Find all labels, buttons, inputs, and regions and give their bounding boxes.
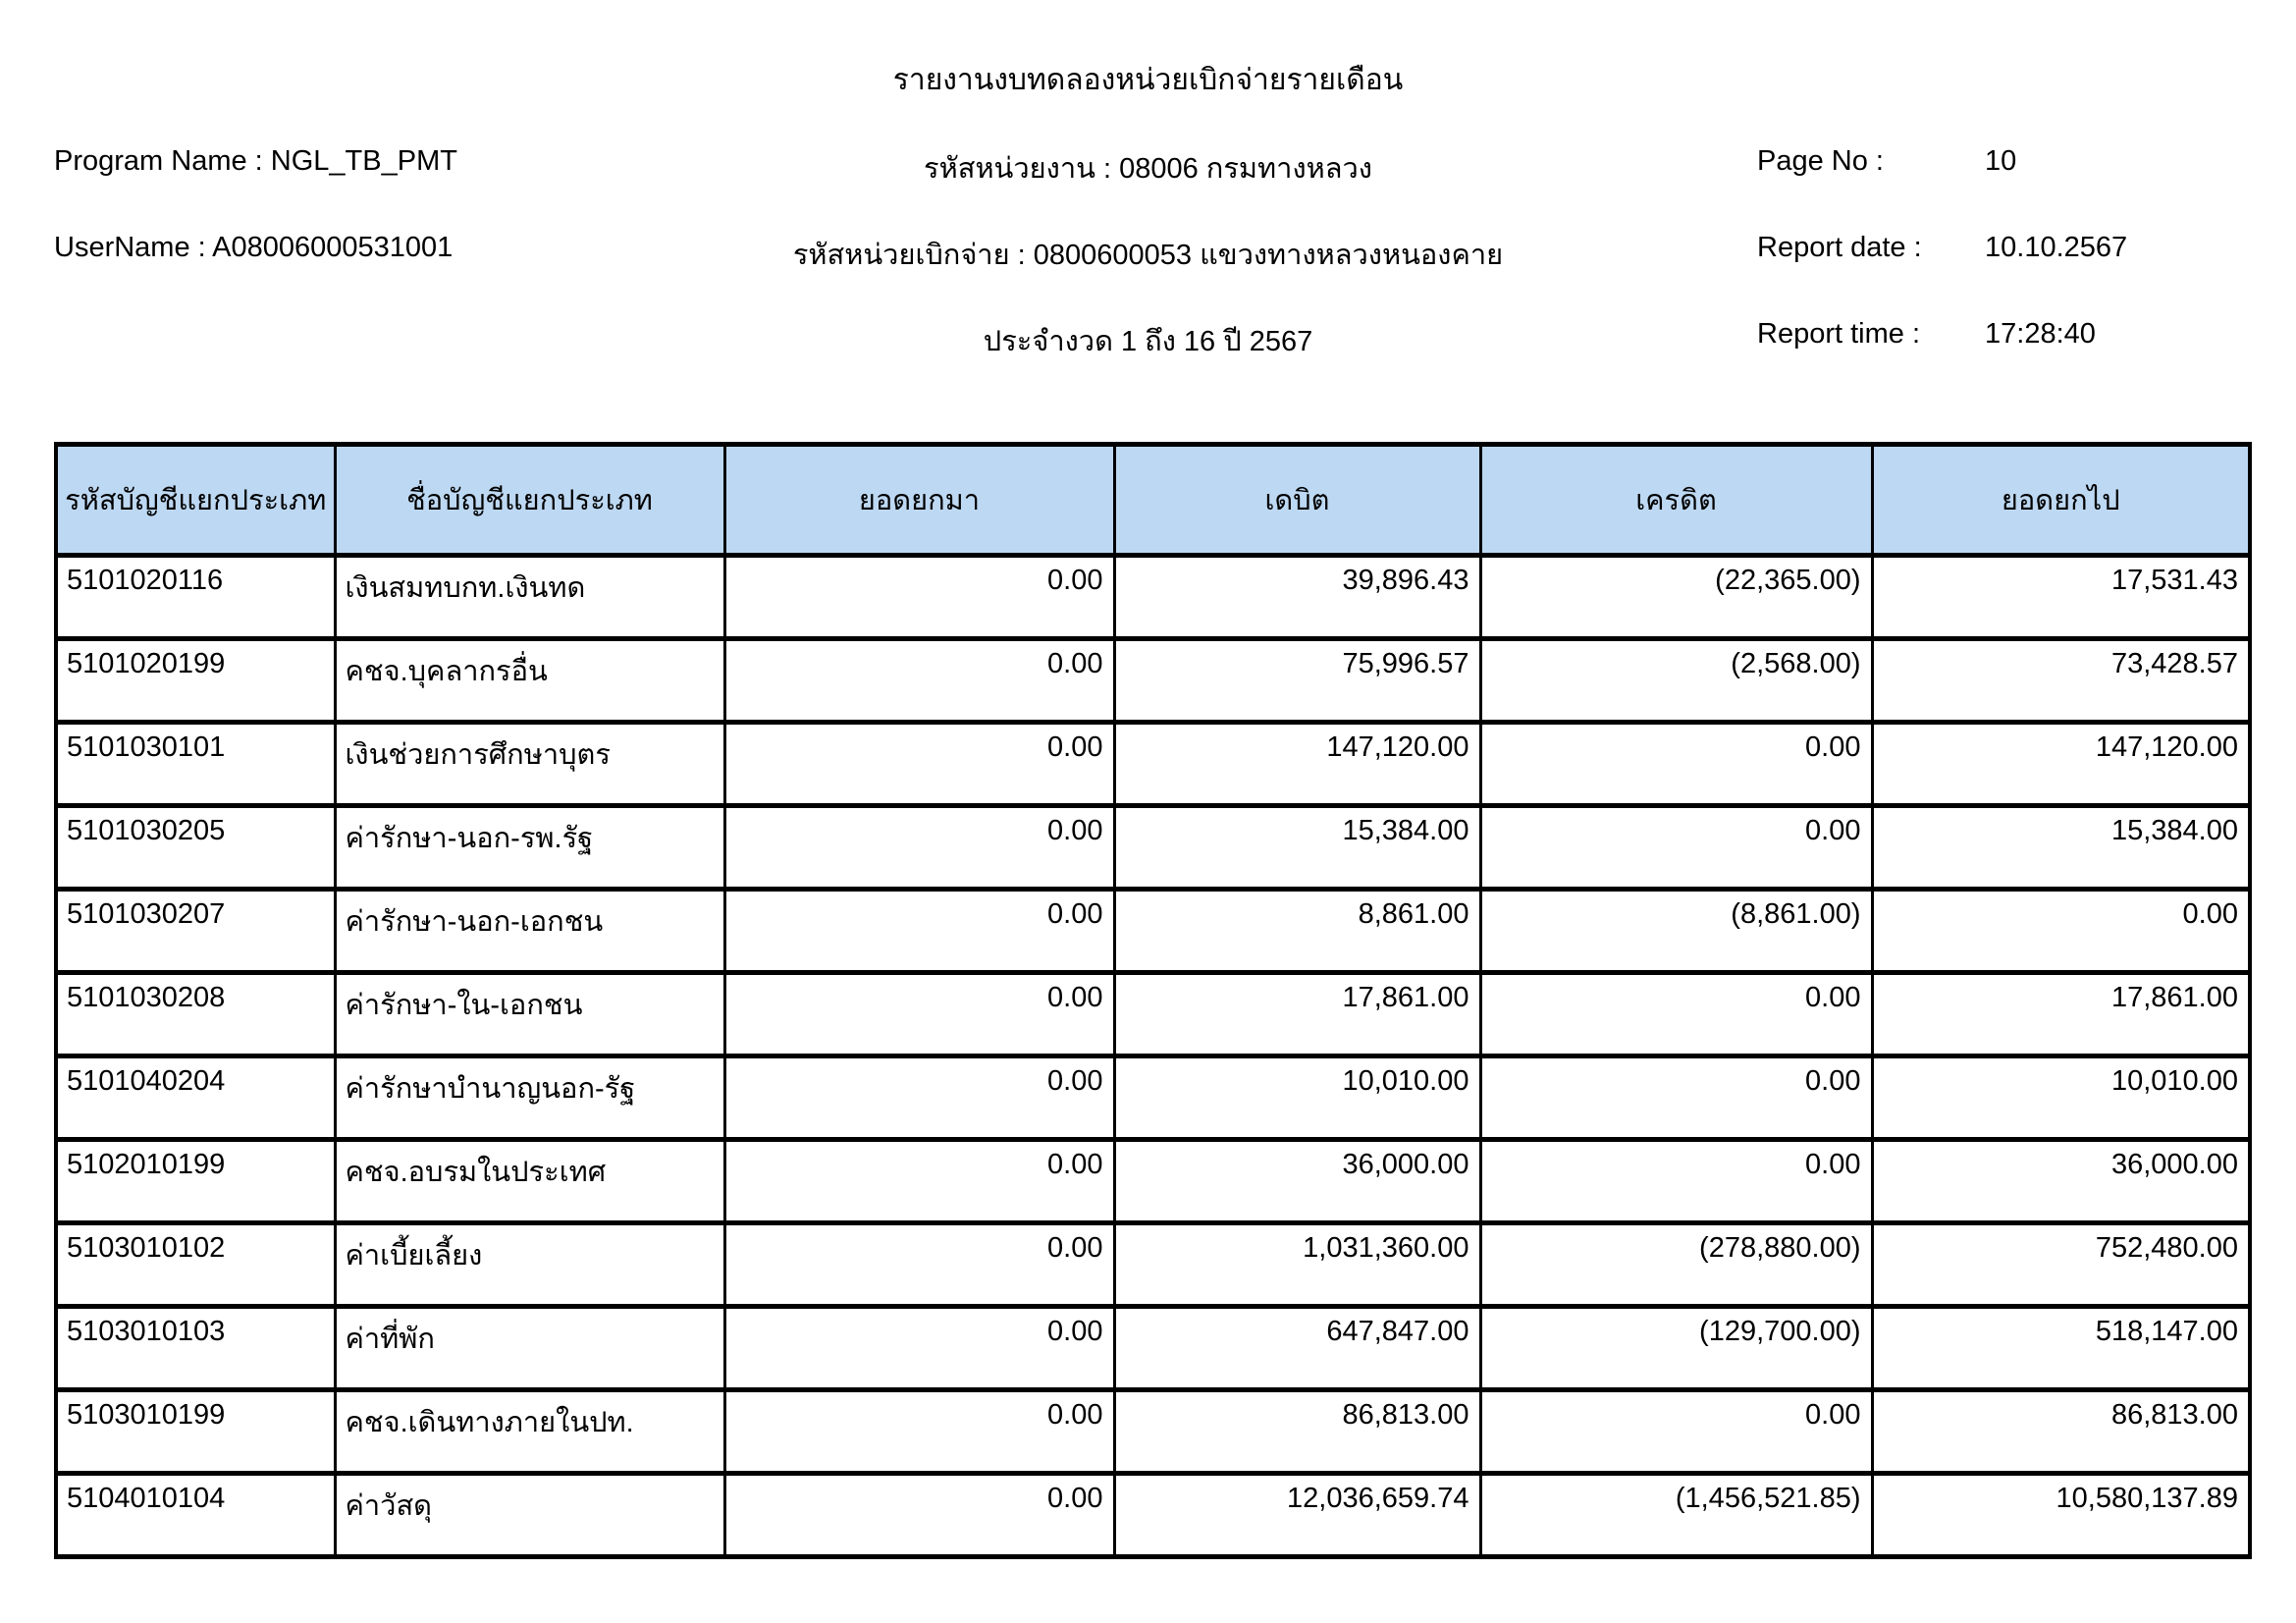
table-row — [56, 639, 2250, 723]
brought-forward-cell: 0.00 — [724, 1056, 1114, 1140]
credit-cell: 0.00 — [1480, 806, 1872, 890]
carried-forward-cell: 36,000.00 — [1872, 1140, 2250, 1223]
credit-cell: 0.00 — [1480, 1056, 1872, 1140]
credit-cell: 0.00 — [1480, 723, 1872, 806]
report-date-label: Report date : — [1757, 232, 1922, 263]
table-header-row — [56, 445, 2250, 556]
brought-forward-cell: 0.00 — [724, 1223, 1114, 1307]
table-row — [56, 1056, 2250, 1140]
col-header-credit: เครดิต — [1480, 445, 1872, 556]
account-code-cell: 5101020199 — [56, 639, 335, 723]
debit-cell: 39,896.43 — [1114, 556, 1480, 639]
account-name-cell: ค่ารักษา-นอก-เอกชน — [335, 890, 724, 973]
page-no-label: Page No : — [1757, 145, 1884, 177]
account-code-cell: 5104010104 — [56, 1474, 335, 1557]
brought-forward-cell: 0.00 — [724, 1390, 1114, 1474]
carried-forward-cell: 10,580,137.89 — [1872, 1474, 2250, 1557]
carried-forward-cell: 73,428.57 — [1872, 639, 2250, 723]
account-name-cell: ค่ารักษาบำนาญนอก-รัฐ — [335, 1056, 724, 1140]
table-row — [56, 556, 2250, 639]
account-code-cell: 5103010102 — [56, 1223, 335, 1307]
table-row — [56, 806, 2250, 890]
username-label: UserName : — [54, 232, 206, 263]
report-time-value: 17:28:40 — [1985, 318, 2096, 350]
username-value: A08006000531001 — [212, 232, 454, 263]
col-header-account-code: รหัสบัญชีแยกประเภท — [56, 445, 335, 556]
col-header-account-name: ชื่อบัญชีแยกประเภท — [335, 445, 724, 556]
col-header-brought-forward: ยอดยกมา — [724, 445, 1114, 556]
col-header-debit: เดบิต — [1114, 445, 1480, 556]
table-row — [56, 973, 2250, 1056]
page-no-value: 10 — [1985, 145, 2017, 177]
debit-cell: 1,031,360.00 — [1114, 1223, 1480, 1307]
account-code-cell: 5101030101 — [56, 723, 335, 806]
account-code-cell: 5102010199 — [56, 1140, 335, 1223]
carried-forward-cell: 10,010.00 — [1872, 1056, 2250, 1140]
carried-forward-cell: 752,480.00 — [1872, 1223, 2250, 1307]
credit-cell: 0.00 — [1480, 1390, 1872, 1474]
credit-cell: (278,880.00) — [1480, 1223, 1872, 1307]
brought-forward-cell: 0.00 — [724, 1307, 1114, 1390]
credit-cell: (22,365.00) — [1480, 556, 1872, 639]
period-line: ประจำงวด 1 ถึง 16 ปี 2567 — [983, 326, 1313, 357]
table-row — [56, 1223, 2250, 1307]
debit-cell: 8,861.00 — [1114, 890, 1480, 973]
report-time-label: Report time : — [1757, 318, 1920, 350]
carried-forward-cell: 17,861.00 — [1872, 973, 2250, 1056]
account-name-cell: ค่ารักษา-ใน-เอกชน — [335, 973, 724, 1056]
table-row — [56, 890, 2250, 973]
account-code-cell: 5101030205 — [56, 806, 335, 890]
debit-cell: 36,000.00 — [1114, 1140, 1480, 1223]
credit-cell: (2,568.00) — [1480, 639, 1872, 723]
brought-forward-cell: 0.00 — [724, 973, 1114, 1056]
account-name-cell: คชจ.บุคลากรอื่น — [335, 639, 724, 723]
brought-forward-cell: 0.00 — [724, 806, 1114, 890]
carried-forward-cell: 147,120.00 — [1872, 723, 2250, 806]
program-name-label: Program Name : — [54, 145, 263, 177]
account-code-cell: 5103010103 — [56, 1307, 335, 1390]
report-date-value: 10.10.2567 — [1985, 232, 2128, 263]
credit-cell: 0.00 — [1480, 973, 1872, 1056]
brought-forward-cell: 0.00 — [724, 1474, 1114, 1557]
brought-forward-cell: 0.00 — [724, 639, 1114, 723]
account-code-cell: 5101040204 — [56, 1056, 335, 1140]
debit-cell: 86,813.00 — [1114, 1390, 1480, 1474]
table-row — [56, 1140, 2250, 1223]
carried-forward-cell: 86,813.00 — [1872, 1390, 2250, 1474]
account-code-cell: 5101030207 — [56, 890, 335, 973]
table-row — [56, 1474, 2250, 1557]
table-row — [56, 1307, 2250, 1390]
trial-balance-table — [54, 442, 2252, 1559]
account-name-cell: เงินสมทบกท.เงินทด — [335, 556, 724, 639]
debit-cell: 75,996.57 — [1114, 639, 1480, 723]
disbursement-unit-line: รหัสหน่วยเบิกจ่าย : 0800600053 แขวงทางหลวงหนองคาย — [792, 240, 1504, 271]
debit-cell: 17,861.00 — [1114, 973, 1480, 1056]
debit-cell: 12,036,659.74 — [1114, 1474, 1480, 1557]
carried-forward-cell: 518,147.00 — [1872, 1307, 2250, 1390]
brought-forward-cell: 0.00 — [724, 556, 1114, 639]
brought-forward-cell: 0.00 — [724, 723, 1114, 806]
credit-cell: (1,456,521.85) — [1480, 1474, 1872, 1557]
account-name-cell: ค่าวัสดุ — [335, 1474, 724, 1557]
account-code-cell: 5101020116 — [56, 556, 335, 639]
debit-cell: 147,120.00 — [1114, 723, 1480, 806]
report-title: รายงานงบทดลองหน่วยเบิกจ่ายรายเดือน — [892, 64, 1404, 96]
account-name-cell: ค่าที่พัก — [335, 1307, 724, 1390]
account-name-cell: ค่ารักษา-นอก-รพ.รัฐ — [335, 806, 724, 890]
credit-cell: (129,700.00) — [1480, 1307, 1872, 1390]
brought-forward-cell: 0.00 — [724, 890, 1114, 973]
account-code-cell: 5103010199 — [56, 1390, 335, 1474]
table-body — [56, 556, 2250, 1557]
account-name-cell: ค่าเบี้ยเลี้ยง — [335, 1223, 724, 1307]
account-name-cell: คชจ.เดินทางภายในปท. — [335, 1390, 724, 1474]
credit-cell: (8,861.00) — [1480, 890, 1872, 973]
agency-line: รหัสหน่วยงาน : 08006 กรมทางหลวง — [924, 153, 1372, 185]
debit-cell: 10,010.00 — [1114, 1056, 1480, 1140]
debit-cell: 15,384.00 — [1114, 806, 1480, 890]
brought-forward-cell: 0.00 — [724, 1140, 1114, 1223]
col-header-carried-forward: ยอดยกไป — [1872, 445, 2250, 556]
account-code-cell: 5101030208 — [56, 973, 335, 1056]
carried-forward-cell: 15,384.00 — [1872, 806, 2250, 890]
carried-forward-cell: 0.00 — [1872, 890, 2250, 973]
account-name-cell: เงินช่วยการศึกษาบุตร — [335, 723, 724, 806]
carried-forward-cell: 17,531.43 — [1872, 556, 2250, 639]
account-name-cell: คชจ.อบรมในประเทศ — [335, 1140, 724, 1223]
table-row — [56, 1390, 2250, 1474]
program-name-value: NGL_TB_PMT — [270, 145, 457, 177]
debit-cell: 647,847.00 — [1114, 1307, 1480, 1390]
credit-cell: 0.00 — [1480, 1140, 1872, 1223]
table-row — [56, 723, 2250, 806]
